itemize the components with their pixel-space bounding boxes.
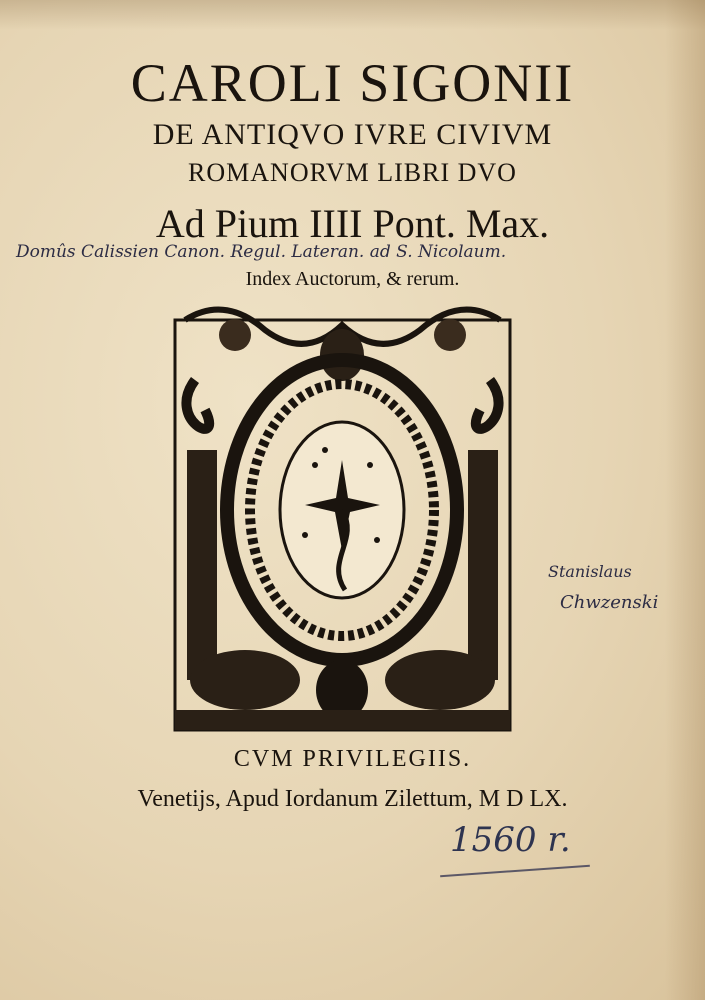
scroll-right — [476, 380, 499, 429]
privilege-line: CVM PRIVILEGIIS. — [233, 746, 472, 772]
small-star — [367, 462, 373, 468]
putto-left — [219, 319, 251, 351]
putto-right — [434, 319, 466, 351]
sea-creature-right — [385, 650, 495, 710]
dedication-line: Ad Pium IIII Pont. Max. — [155, 201, 550, 246]
handwritten-underline — [440, 865, 590, 877]
base-scroll — [175, 710, 510, 730]
handwritten-ownership-note: Domûs Calissien Canon. Regul. Lateran. ad S. Nicolaum. — [16, 242, 507, 262]
imprint-line: Venetijs, Apud Iordanum Zilettum, M D LX. — [137, 786, 568, 812]
sea-creature-left — [190, 650, 300, 710]
handwritten-date: 1560 r. — [450, 820, 571, 860]
column-right — [468, 450, 498, 680]
author-title: CAROLI SIGONII — [130, 53, 575, 113]
printers-device-woodcut — [165, 300, 520, 740]
scroll-left — [186, 380, 209, 429]
handwritten-signature-line1: Stanislaus — [548, 562, 632, 581]
small-star — [322, 447, 328, 453]
column-left — [187, 450, 217, 680]
small-star — [302, 532, 308, 538]
small-star — [374, 537, 380, 543]
small-star — [312, 462, 318, 468]
index-line: Index Auctorum, & rerum. — [245, 268, 460, 290]
work-title-line2: ROMANORVM LIBRI DVO — [188, 158, 517, 187]
paper-edge-top — [0, 0, 705, 30]
work-title-line1: DE ANTIQVO IVRE CIVIVM — [152, 118, 553, 151]
handwritten-signature-line2: Chwzenski — [560, 592, 659, 613]
